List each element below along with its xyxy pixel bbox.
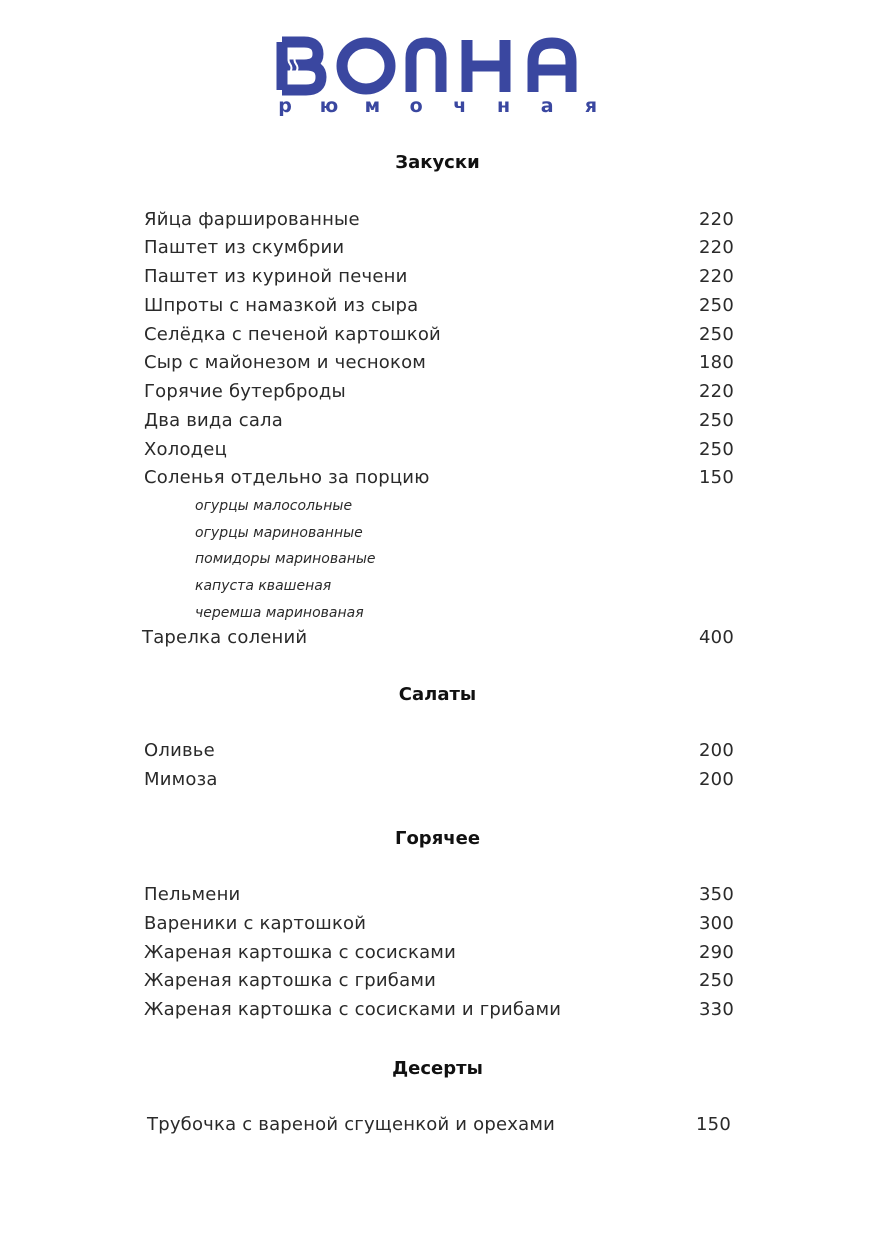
menu-item — [147, 1114, 731, 1138]
menu-item — [144, 266, 734, 290]
item-name: Яйца фаршированные — [144, 209, 360, 230]
menu-item — [144, 913, 734, 937]
section-title-salaty: Салаты — [398, 684, 477, 705]
item-price: 250 — [699, 295, 734, 316]
item-price: 250 — [699, 439, 734, 460]
logo-word-text: ВОЛНА — [276, 23, 335, 42]
menu-item — [144, 295, 734, 319]
item-name: Жареная картошка с сосисками — [144, 942, 456, 963]
item-name: Два вида сала — [144, 410, 283, 431]
item-price: 150 — [696, 1114, 731, 1135]
item-name: Вареники с картошкой — [144, 913, 367, 934]
pickle-option: черемша маринованая — [195, 605, 364, 621]
menu-item — [144, 352, 734, 376]
item-name: Жареная картошка с грибами — [144, 970, 436, 991]
item-price: 250 — [699, 410, 734, 431]
item-name: Мимоза — [144, 769, 218, 790]
menu-item — [144, 209, 734, 233]
menu-item — [144, 970, 734, 994]
menu-item — [144, 324, 734, 348]
logo-wordmark — [276, 23, 600, 94]
menu-item — [144, 769, 734, 793]
item-name: Жареная картошка с сосисками и грибами — [144, 999, 562, 1020]
menu-item — [144, 467, 734, 491]
item-name: Паштет из скумбрии — [144, 237, 345, 258]
menu-item — [144, 439, 734, 463]
menu-item — [144, 381, 734, 405]
item-name: Селёдка с печеной картошкой — [144, 324, 441, 345]
item-name: Горячие бутерброды — [144, 381, 346, 402]
logo — [276, 23, 600, 122]
item-name: Пельмени — [144, 884, 241, 905]
item-price: 200 — [699, 740, 734, 761]
item-price: 350 — [699, 884, 734, 905]
item-price: 200 — [699, 769, 734, 790]
logo-subtitle: р ю м о ч н а я — [278, 95, 598, 117]
item-name: Шпроты с намазкой из сыра — [144, 295, 419, 316]
section-title-goryachee: Горячее — [394, 828, 481, 849]
section-title-deserty: Десерты — [392, 1058, 483, 1079]
item-price: 290 — [699, 942, 734, 963]
menu-item — [144, 999, 734, 1023]
item-price: 300 — [699, 913, 734, 934]
section-title-zakuski: Закуски — [395, 152, 480, 173]
item-name: Трубочка с вареной сгущенкой и орехами — [147, 1114, 556, 1135]
item-price: 330 — [699, 999, 734, 1020]
pickle-option: огурцы маринованные — [195, 525, 363, 541]
item-price: 250 — [699, 970, 734, 991]
item-price: 220 — [699, 209, 734, 230]
item-name: Тарелка солений — [142, 627, 308, 648]
pickle-option: помидоры маринованые — [195, 551, 376, 567]
item-price: 400 — [699, 627, 734, 648]
menu-item — [144, 942, 734, 966]
item-price: 220 — [699, 381, 734, 402]
item-price: 220 — [699, 237, 734, 258]
item-name: Сыр с майонезом и чесноком — [144, 352, 427, 373]
menu-item — [144, 410, 734, 434]
pickle-option: огурцы малосольные — [195, 498, 353, 514]
item-price: 220 — [699, 266, 734, 287]
item-name: Холодец — [144, 439, 228, 460]
menu-item-pickle-plate — [142, 627, 734, 651]
item-name: Соленья отдельно за порцию — [144, 467, 430, 488]
item-price: 250 — [699, 324, 734, 345]
item-price: 150 — [699, 467, 734, 488]
item-name: Оливье — [144, 740, 215, 761]
item-name: Паштет из куриной печени — [144, 266, 408, 287]
pickle-option: капуста квашеная — [195, 578, 332, 594]
item-price: 180 — [699, 352, 734, 373]
menu-item — [144, 740, 734, 764]
menu-item — [144, 237, 734, 261]
menu-item — [144, 884, 734, 908]
